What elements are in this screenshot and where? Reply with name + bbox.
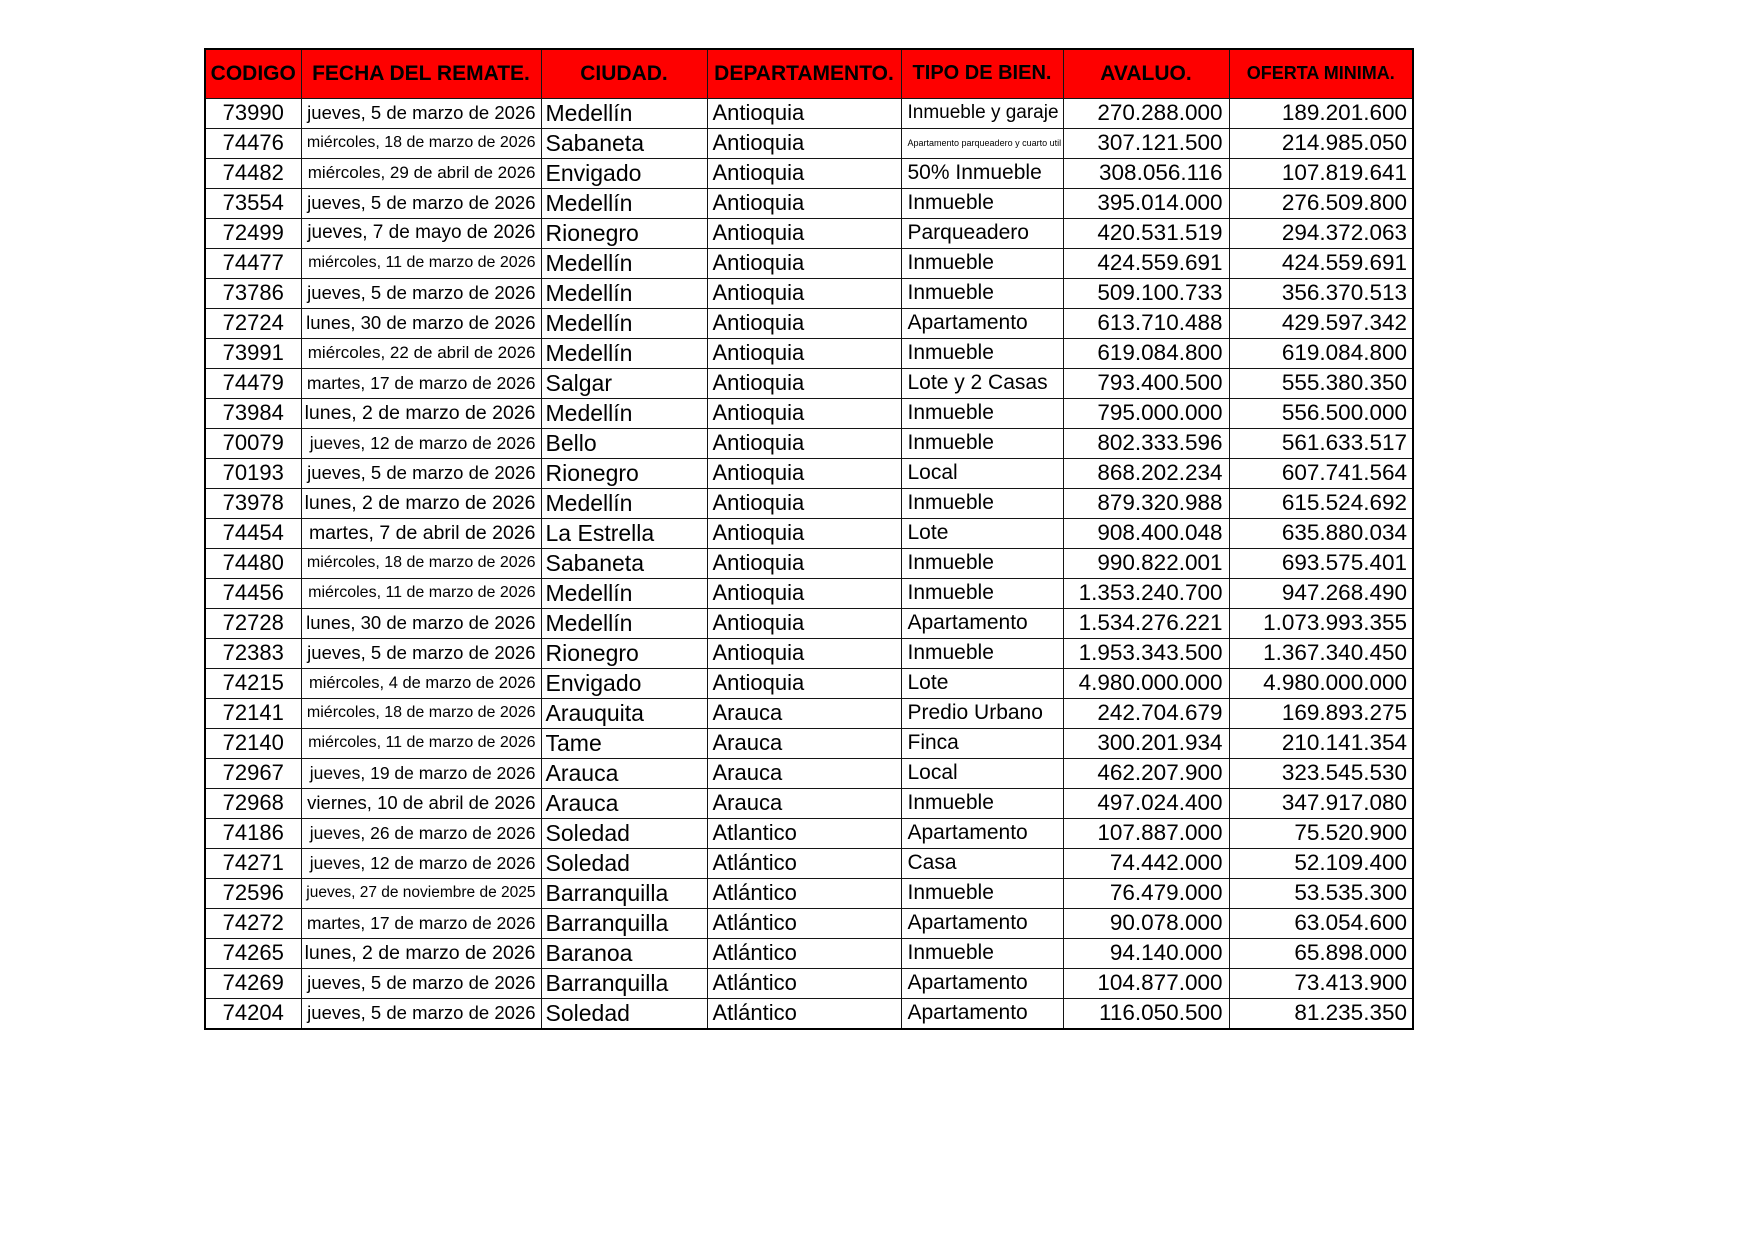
table-row xyxy=(205,788,1413,818)
cell-fecha-remate: miércoles, 18 de marzo de 2026 xyxy=(301,128,541,158)
table-row xyxy=(205,818,1413,848)
cell-avaluo: 462.207.900 xyxy=(1063,758,1229,788)
cell-fecha-remate: lunes, 2 de marzo de 2026 xyxy=(301,938,541,968)
cell-avaluo: 4.980.000.000 xyxy=(1063,668,1229,698)
cell-codigo: 72968 xyxy=(205,788,301,818)
cell-departamento: Antioquia xyxy=(707,98,901,128)
cell-departamento: Antioquia xyxy=(707,428,901,458)
cell-ciudad: Rionegro xyxy=(541,458,707,488)
table-body xyxy=(205,98,1413,1029)
table-row xyxy=(205,308,1413,338)
cell-tipo-bien: Inmueble xyxy=(901,638,1063,668)
column-header-avaluo: AVALUO. xyxy=(1063,49,1229,98)
cell-departamento: Antioquia xyxy=(707,158,901,188)
cell-avaluo: 1.953.343.500 xyxy=(1063,638,1229,668)
cell-ciudad: Medellín xyxy=(541,188,707,218)
cell-oferta-minima: 555.380.350 xyxy=(1229,368,1413,398)
cell-fecha-remate: jueves, 27 de noviembre de 2025 xyxy=(301,878,541,908)
cell-departamento: Arauca xyxy=(707,728,901,758)
cell-departamento: Atlántico xyxy=(707,968,901,998)
cell-fecha-remate: jueves, 5 de marzo de 2026 xyxy=(301,638,541,668)
cell-fecha-remate: jueves, 5 de marzo de 2026 xyxy=(301,968,541,998)
cell-departamento: Antioquia xyxy=(707,368,901,398)
cell-departamento: Antioquia xyxy=(707,338,901,368)
cell-departamento: Arauca xyxy=(707,758,901,788)
cell-oferta-minima: 63.054.600 xyxy=(1229,908,1413,938)
cell-oferta-minima: 81.235.350 xyxy=(1229,998,1413,1029)
cell-avaluo: 420.531.519 xyxy=(1063,218,1229,248)
cell-codigo: 73984 xyxy=(205,398,301,428)
cell-codigo: 74186 xyxy=(205,818,301,848)
cell-oferta-minima: 214.985.050 xyxy=(1229,128,1413,158)
cell-oferta-minima: 276.509.800 xyxy=(1229,188,1413,218)
cell-oferta-minima: 429.597.342 xyxy=(1229,308,1413,338)
cell-fecha-remate: martes, 17 de marzo de 2026 xyxy=(301,368,541,398)
cell-departamento: Antioquia xyxy=(707,458,901,488)
cell-fecha-remate: miércoles, 11 de marzo de 2026 xyxy=(301,248,541,278)
cell-departamento: Atlántico xyxy=(707,998,901,1029)
cell-codigo: 70079 xyxy=(205,428,301,458)
cell-oferta-minima: 615.524.692 xyxy=(1229,488,1413,518)
cell-fecha-remate: jueves, 19 de marzo de 2026 xyxy=(301,758,541,788)
cell-ciudad: La Estrella xyxy=(541,518,707,548)
table-row xyxy=(205,668,1413,698)
cell-tipo-bien: Inmueble xyxy=(901,788,1063,818)
cell-oferta-minima: 556.500.000 xyxy=(1229,398,1413,428)
table-row xyxy=(205,398,1413,428)
cell-fecha-remate: jueves, 12 de marzo de 2026 xyxy=(301,428,541,458)
cell-avaluo: 868.202.234 xyxy=(1063,458,1229,488)
cell-departamento: Antioquia xyxy=(707,608,901,638)
cell-codigo: 74479 xyxy=(205,368,301,398)
cell-avaluo: 395.014.000 xyxy=(1063,188,1229,218)
cell-tipo-bien: Inmueble xyxy=(901,548,1063,578)
cell-oferta-minima: 323.545.530 xyxy=(1229,758,1413,788)
cell-oferta-minima: 607.741.564 xyxy=(1229,458,1413,488)
cell-ciudad: Arauca xyxy=(541,758,707,788)
cell-codigo: 74265 xyxy=(205,938,301,968)
cell-avaluo: 879.320.988 xyxy=(1063,488,1229,518)
cell-ciudad: Medellín xyxy=(541,98,707,128)
table-header xyxy=(205,49,1413,98)
table-row xyxy=(205,248,1413,278)
cell-tipo-bien: Finca xyxy=(901,728,1063,758)
cell-departamento: Antioquia xyxy=(707,188,901,218)
cell-ciudad: Medellín xyxy=(541,608,707,638)
cell-codigo: 72967 xyxy=(205,758,301,788)
table-row xyxy=(205,758,1413,788)
cell-ciudad: Soledad xyxy=(541,848,707,878)
cell-avaluo: 307.121.500 xyxy=(1063,128,1229,158)
cell-oferta-minima: 73.413.900 xyxy=(1229,968,1413,998)
auction-table xyxy=(204,48,1414,1030)
cell-ciudad: Rionegro xyxy=(541,218,707,248)
table-row xyxy=(205,488,1413,518)
cell-codigo: 74456 xyxy=(205,578,301,608)
cell-tipo-bien: Predio Urbano xyxy=(901,698,1063,728)
cell-avaluo: 270.288.000 xyxy=(1063,98,1229,128)
cell-tipo-bien: Inmueble xyxy=(901,398,1063,428)
cell-fecha-remate: miércoles, 22 de abril de 2026 xyxy=(301,338,541,368)
cell-codigo: 74476 xyxy=(205,128,301,158)
cell-avaluo: 1.534.276.221 xyxy=(1063,608,1229,638)
cell-ciudad: Medellín xyxy=(541,398,707,428)
cell-avaluo: 990.822.001 xyxy=(1063,548,1229,578)
cell-avaluo: 802.333.596 xyxy=(1063,428,1229,458)
cell-avaluo: 497.024.400 xyxy=(1063,788,1229,818)
cell-oferta-minima: 169.893.275 xyxy=(1229,698,1413,728)
table-row xyxy=(205,218,1413,248)
cell-oferta-minima: 693.575.401 xyxy=(1229,548,1413,578)
cell-tipo-bien: Inmueble xyxy=(901,278,1063,308)
table-row xyxy=(205,608,1413,638)
cell-avaluo: 908.400.048 xyxy=(1063,518,1229,548)
cell-oferta-minima: 52.109.400 xyxy=(1229,848,1413,878)
cell-departamento: Antioquia xyxy=(707,638,901,668)
cell-avaluo: 76.479.000 xyxy=(1063,878,1229,908)
cell-oferta-minima: 561.633.517 xyxy=(1229,428,1413,458)
cell-tipo-bien: Inmueble xyxy=(901,338,1063,368)
cell-codigo: 72499 xyxy=(205,218,301,248)
cell-oferta-minima: 107.819.641 xyxy=(1229,158,1413,188)
cell-ciudad: Salgar xyxy=(541,368,707,398)
cell-avaluo: 509.100.733 xyxy=(1063,278,1229,308)
cell-oferta-minima: 294.372.063 xyxy=(1229,218,1413,248)
table-row xyxy=(205,428,1413,458)
cell-avaluo: 308.056.116 xyxy=(1063,158,1229,188)
cell-tipo-bien: Apartamento xyxy=(901,968,1063,998)
cell-departamento: Antioquia xyxy=(707,668,901,698)
cell-fecha-remate: miércoles, 11 de marzo de 2026 xyxy=(301,578,541,608)
cell-departamento: Antioquia xyxy=(707,278,901,308)
table-row xyxy=(205,188,1413,218)
cell-codigo: 74204 xyxy=(205,998,301,1029)
cell-tipo-bien: Inmueble xyxy=(901,248,1063,278)
cell-avaluo: 613.710.488 xyxy=(1063,308,1229,338)
cell-ciudad: Barranquilla xyxy=(541,968,707,998)
cell-codigo: 72728 xyxy=(205,608,301,638)
cell-fecha-remate: jueves, 5 de marzo de 2026 xyxy=(301,98,541,128)
cell-avaluo: 94.140.000 xyxy=(1063,938,1229,968)
cell-tipo-bien: Apartamento xyxy=(901,908,1063,938)
cell-departamento: Atlántico xyxy=(707,938,901,968)
cell-departamento: Arauca xyxy=(707,698,901,728)
cell-oferta-minima: 65.898.000 xyxy=(1229,938,1413,968)
table-row xyxy=(205,638,1413,668)
table-row xyxy=(205,368,1413,398)
cell-codigo: 73991 xyxy=(205,338,301,368)
cell-ciudad: Soledad xyxy=(541,818,707,848)
cell-avaluo: 74.442.000 xyxy=(1063,848,1229,878)
table-row xyxy=(205,128,1413,158)
table-row xyxy=(205,968,1413,998)
cell-fecha-remate: lunes, 2 de marzo de 2026 xyxy=(301,488,541,518)
cell-oferta-minima: 424.559.691 xyxy=(1229,248,1413,278)
cell-fecha-remate: lunes, 30 de marzo de 2026 xyxy=(301,608,541,638)
cell-tipo-bien: Inmueble xyxy=(901,428,1063,458)
cell-tipo-bien: Apartamento xyxy=(901,998,1063,1029)
cell-tipo-bien: Apartamento xyxy=(901,818,1063,848)
cell-ciudad: Soledad xyxy=(541,998,707,1029)
cell-tipo-bien: Inmueble xyxy=(901,578,1063,608)
cell-ciudad: Medellín xyxy=(541,278,707,308)
table-row xyxy=(205,698,1413,728)
cell-ciudad: Arauquita xyxy=(541,698,707,728)
cell-codigo: 74271 xyxy=(205,848,301,878)
cell-tipo-bien: Inmueble xyxy=(901,488,1063,518)
cell-codigo: 72141 xyxy=(205,698,301,728)
table-row xyxy=(205,98,1413,128)
cell-departamento: Antioquia xyxy=(707,488,901,518)
column-header-fecha-remate: FECHA DEL REMATE. xyxy=(301,49,541,98)
cell-fecha-remate: jueves, 5 de marzo de 2026 xyxy=(301,458,541,488)
cell-tipo-bien: Inmueble y garaje xyxy=(901,98,1063,128)
cell-oferta-minima: 53.535.300 xyxy=(1229,878,1413,908)
cell-codigo: 74477 xyxy=(205,248,301,278)
table-row xyxy=(205,578,1413,608)
cell-fecha-remate: jueves, 12 de marzo de 2026 xyxy=(301,848,541,878)
cell-fecha-remate: miércoles, 4 de marzo de 2026 xyxy=(301,668,541,698)
cell-departamento: Atlantico xyxy=(707,818,901,848)
cell-fecha-remate: miércoles, 18 de marzo de 2026 xyxy=(301,548,541,578)
cell-departamento: Antioquia xyxy=(707,218,901,248)
cell-tipo-bien: Inmueble xyxy=(901,188,1063,218)
cell-departamento: Antioquia xyxy=(707,128,901,158)
cell-fecha-remate: miércoles, 29 de abril de 2026 xyxy=(301,158,541,188)
cell-avaluo: 793.400.500 xyxy=(1063,368,1229,398)
table-row xyxy=(205,548,1413,578)
cell-tipo-bien: Apartamento xyxy=(901,608,1063,638)
cell-oferta-minima: 4.980.000.000 xyxy=(1229,668,1413,698)
table-row xyxy=(205,158,1413,188)
cell-ciudad: Tame xyxy=(541,728,707,758)
cell-codigo: 72383 xyxy=(205,638,301,668)
cell-ciudad: Rionegro xyxy=(541,638,707,668)
table-row xyxy=(205,908,1413,938)
cell-avaluo: 242.704.679 xyxy=(1063,698,1229,728)
cell-avaluo: 795.000.000 xyxy=(1063,398,1229,428)
cell-tipo-bien: Casa xyxy=(901,848,1063,878)
cell-codigo: 70193 xyxy=(205,458,301,488)
cell-oferta-minima: 619.084.800 xyxy=(1229,338,1413,368)
cell-avaluo: 107.887.000 xyxy=(1063,818,1229,848)
table-row xyxy=(205,848,1413,878)
table-row xyxy=(205,878,1413,908)
cell-oferta-minima: 189.201.600 xyxy=(1229,98,1413,128)
cell-ciudad: Medellín xyxy=(541,338,707,368)
cell-oferta-minima: 1.367.340.450 xyxy=(1229,638,1413,668)
cell-fecha-remate: jueves, 5 de marzo de 2026 xyxy=(301,188,541,218)
cell-codigo: 72140 xyxy=(205,728,301,758)
cell-codigo: 73978 xyxy=(205,488,301,518)
cell-tipo-bien: Lote xyxy=(901,518,1063,548)
cell-tipo-bien: Local xyxy=(901,758,1063,788)
table-row xyxy=(205,338,1413,368)
cell-ciudad: Envigado xyxy=(541,158,707,188)
cell-ciudad: Baranoa xyxy=(541,938,707,968)
cell-tipo-bien: 50% Inmueble xyxy=(901,158,1063,188)
cell-fecha-remate: jueves, 5 de marzo de 2026 xyxy=(301,278,541,308)
cell-tipo-bien: Apartamento parqueadero y cuarto util xyxy=(901,128,1063,158)
cell-departamento: Antioquia xyxy=(707,248,901,278)
cell-avaluo: 300.201.934 xyxy=(1063,728,1229,758)
cell-fecha-remate: lunes, 30 de marzo de 2026 xyxy=(301,308,541,338)
cell-tipo-bien: Apartamento xyxy=(901,308,1063,338)
cell-departamento: Arauca xyxy=(707,788,901,818)
cell-ciudad: Arauca xyxy=(541,788,707,818)
cell-tipo-bien: Local xyxy=(901,458,1063,488)
table-row xyxy=(205,938,1413,968)
column-header-ciudad: CIUDAD. xyxy=(541,49,707,98)
cell-tipo-bien: Inmueble xyxy=(901,878,1063,908)
cell-tipo-bien: Lote y 2 Casas xyxy=(901,368,1063,398)
cell-departamento: Atlántico xyxy=(707,848,901,878)
cell-fecha-remate: lunes, 2 de marzo de 2026 xyxy=(301,398,541,428)
cell-codigo: 73990 xyxy=(205,98,301,128)
table-row xyxy=(205,728,1413,758)
column-header-oferta-minima: OFERTA MINIMA. xyxy=(1229,49,1413,98)
cell-tipo-bien: Inmueble xyxy=(901,938,1063,968)
cell-fecha-remate: viernes, 10 de abril de 2026 xyxy=(301,788,541,818)
cell-codigo: 74454 xyxy=(205,518,301,548)
cell-ciudad: Bello xyxy=(541,428,707,458)
cell-ciudad: Barranquilla xyxy=(541,878,707,908)
cell-fecha-remate: jueves, 26 de marzo de 2026 xyxy=(301,818,541,848)
cell-fecha-remate: miércoles, 11 de marzo de 2026 xyxy=(301,728,541,758)
cell-ciudad: Sabaneta xyxy=(541,548,707,578)
cell-avaluo: 1.353.240.700 xyxy=(1063,578,1229,608)
cell-ciudad: Medellín xyxy=(541,488,707,518)
cell-tipo-bien: Lote xyxy=(901,668,1063,698)
cell-avaluo: 90.078.000 xyxy=(1063,908,1229,938)
cell-ciudad: Envigado xyxy=(541,668,707,698)
cell-tipo-bien: Parqueadero xyxy=(901,218,1063,248)
cell-oferta-minima: 210.141.354 xyxy=(1229,728,1413,758)
column-header-departamento: DEPARTAMENTO. xyxy=(707,49,901,98)
cell-avaluo: 116.050.500 xyxy=(1063,998,1229,1029)
cell-ciudad: Medellín xyxy=(541,248,707,278)
cell-codigo: 72596 xyxy=(205,878,301,908)
cell-avaluo: 619.084.800 xyxy=(1063,338,1229,368)
column-header-tipo-bien: TIPO DE BIEN. xyxy=(901,49,1063,98)
header-row xyxy=(205,49,1413,98)
cell-codigo: 74215 xyxy=(205,668,301,698)
table-row xyxy=(205,518,1413,548)
cell-codigo: 74480 xyxy=(205,548,301,578)
cell-codigo: 74272 xyxy=(205,908,301,938)
cell-fecha-remate: miércoles, 18 de marzo de 2026 xyxy=(301,698,541,728)
cell-oferta-minima: 947.268.490 xyxy=(1229,578,1413,608)
cell-oferta-minima: 75.520.900 xyxy=(1229,818,1413,848)
cell-departamento: Atlántico xyxy=(707,878,901,908)
cell-departamento: Antioquia xyxy=(707,398,901,428)
cell-ciudad: Sabaneta xyxy=(541,128,707,158)
cell-ciudad: Medellín xyxy=(541,308,707,338)
cell-codigo: 74482 xyxy=(205,158,301,188)
cell-departamento: Atlántico xyxy=(707,908,901,938)
cell-departamento: Antioquia xyxy=(707,578,901,608)
cell-ciudad: Medellín xyxy=(541,578,707,608)
cell-codigo: 74269 xyxy=(205,968,301,998)
cell-oferta-minima: 635.880.034 xyxy=(1229,518,1413,548)
cell-departamento: Antioquia xyxy=(707,548,901,578)
cell-avaluo: 104.877.000 xyxy=(1063,968,1229,998)
cell-ciudad: Barranquilla xyxy=(541,908,707,938)
table-row xyxy=(205,998,1413,1029)
cell-oferta-minima: 347.917.080 xyxy=(1229,788,1413,818)
cell-codigo: 72724 xyxy=(205,308,301,338)
cell-fecha-remate: jueves, 7 de mayo de 2026 xyxy=(301,218,541,248)
cell-departamento: Antioquia xyxy=(707,308,901,338)
cell-avaluo: 424.559.691 xyxy=(1063,248,1229,278)
cell-departamento: Antioquia xyxy=(707,518,901,548)
cell-fecha-remate: jueves, 5 de marzo de 2026 xyxy=(301,998,541,1029)
column-header-codigo: CODIGO xyxy=(205,49,301,98)
cell-codigo: 73554 xyxy=(205,188,301,218)
table-row xyxy=(205,278,1413,308)
cell-oferta-minima: 356.370.513 xyxy=(1229,278,1413,308)
table-row xyxy=(205,458,1413,488)
cell-codigo: 73786 xyxy=(205,278,301,308)
cell-fecha-remate: martes, 17 de marzo de 2026 xyxy=(301,908,541,938)
cell-fecha-remate: martes, 7 de abril de 2026 xyxy=(301,518,541,548)
cell-oferta-minima: 1.073.993.355 xyxy=(1229,608,1413,638)
